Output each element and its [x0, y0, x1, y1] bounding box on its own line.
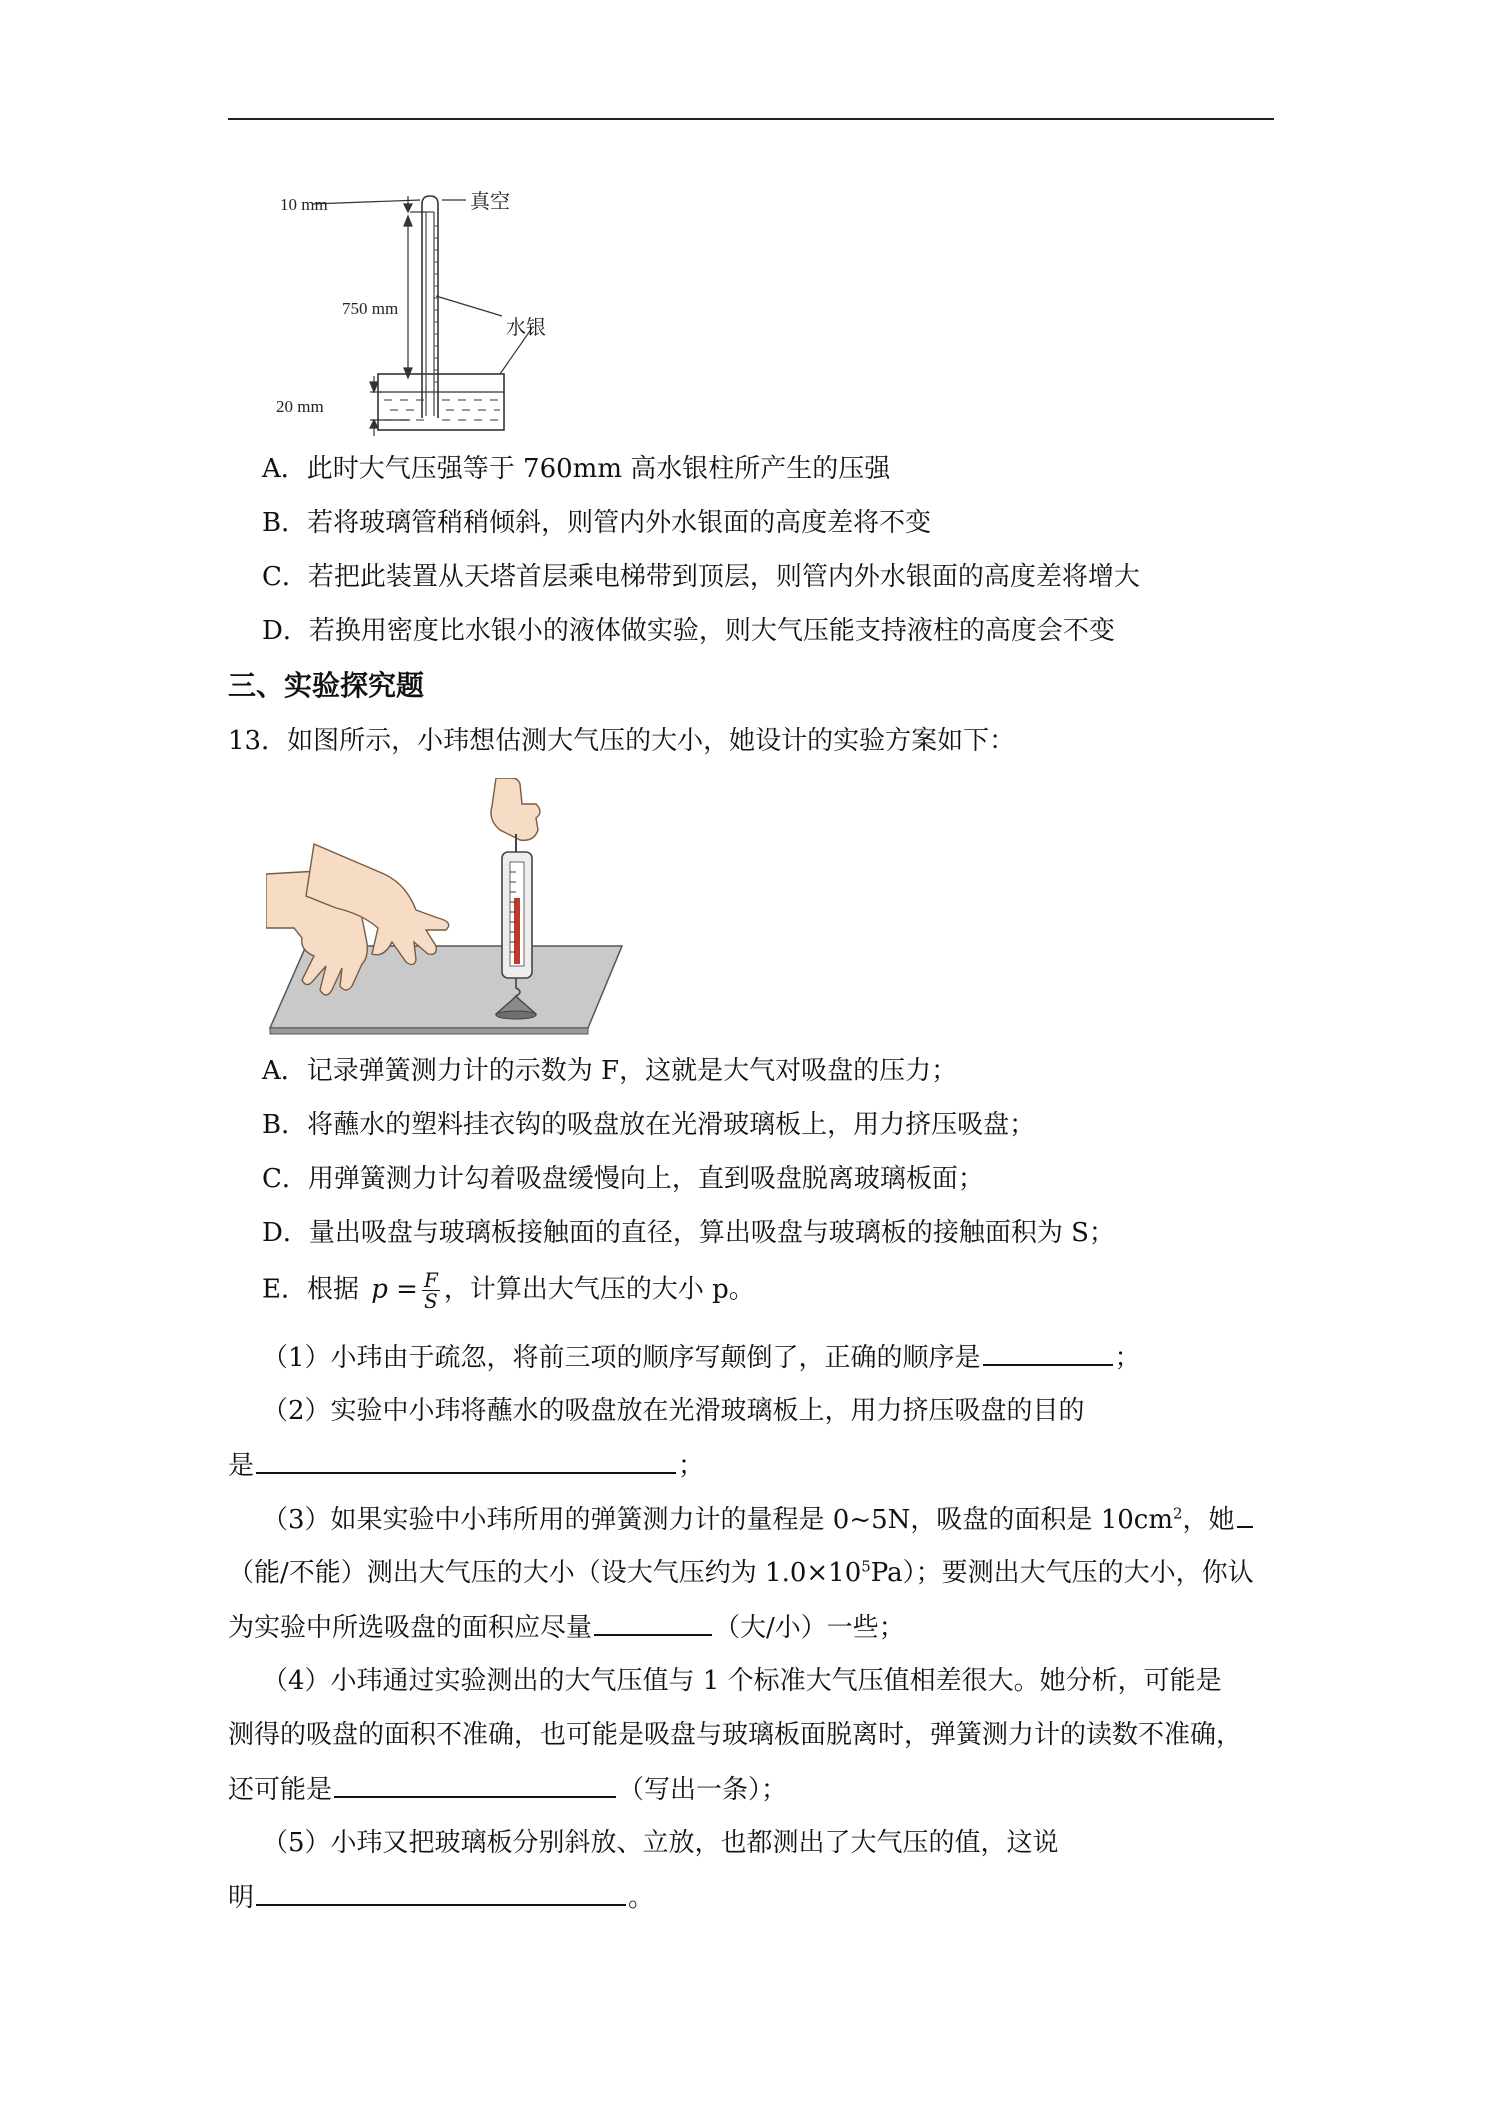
sub4-line3-end: （写出一条）；: [618, 1775, 788, 1805]
sub5-prefix: 明: [228, 1883, 255, 1913]
answer-blank-2[interactable]: [256, 1448, 676, 1474]
sub3-line3-end: （大/小）一些；: [714, 1613, 905, 1643]
pressure-formula: [371, 1270, 440, 1311]
q13-step-e: [262, 1270, 755, 1311]
q13-step-d: D．量出吸盘与玻璃板接触面的直径，算出吸盘与玻璃板的接触面积为 S；: [262, 1218, 1115, 1248]
sub3-line1-a: （3）如果实验中小玮所用的弹簧测力计的量程是 0~5N，吸盘的面积是 10cm: [262, 1505, 1173, 1535]
label-vacuum: 真空: [470, 189, 510, 213]
sub3-sup5: 5: [861, 1557, 871, 1576]
q13-sub5-line2: [228, 1880, 654, 1915]
section-title: 三、实验探究题: [228, 669, 425, 702]
label-10mm: 10 mm: [280, 195, 328, 214]
q13-sub4-line2: 测得的吸盘的面积不准确，也可能是吸盘与玻璃板面脱离时，弹簧测力计的读数不准确，: [228, 1720, 1243, 1750]
answer-blank-3a[interactable]: [1237, 1502, 1253, 1528]
sub3-sup2: 2: [1173, 1504, 1183, 1523]
q13-sub4-line3: [228, 1772, 787, 1807]
label-20mm: 20 mm: [276, 397, 324, 416]
q13-sub2-line1: （2）实验中小玮将蘸水的吸盘放在光滑玻璃板上，用力挤压吸盘的目的: [262, 1396, 1085, 1426]
sub3-line3-prefix: 为实验中所选吸盘的面积应尽量: [228, 1613, 593, 1643]
step-e-suffix: ，计算出大气压的大小 p。: [443, 1274, 755, 1305]
q12-option-d: D．若换用密度比水银小的液体做实验，则大气压能支持液柱的高度会不变: [262, 616, 1115, 646]
formula-fraction: [422, 1270, 440, 1311]
formula-lhs: p =: [371, 1274, 418, 1305]
torricelli-barometer-figure: [270, 186, 590, 448]
sub2-end: ；: [678, 1451, 705, 1481]
q13-stem: 13．如图所示，小玮想估测大气压的大小，她设计的实验方案如下：: [228, 726, 1016, 756]
mercury-basin: [378, 374, 504, 430]
sub2-prefix: 是: [228, 1451, 255, 1481]
answer-blank-5[interactable]: [256, 1880, 626, 1906]
formula-numerator: F: [423, 1268, 438, 1292]
answer-blank-1[interactable]: [983, 1340, 1113, 1366]
q13-step-b: B．将蘸水的塑料挂衣钩的吸盘放在光滑玻璃板上，用力挤压吸盘；: [262, 1110, 1036, 1140]
top-hand: [491, 778, 540, 840]
answer-blank-3b[interactable]: [594, 1610, 712, 1636]
glass-tube: [422, 196, 438, 418]
sub1-end: ；: [1114, 1343, 1141, 1373]
q13-sub3-line1: [262, 1502, 1255, 1537]
sub1-text: （1）小玮由于疏忽，将前三项的顺序写颠倒了，正确的顺序是: [262, 1343, 981, 1373]
q12-option-c: C．若把此装置从天塔首层乘电梯带到顶层，则管内外水银面的高度差将增大: [262, 562, 1140, 592]
formula-denominator: S: [424, 1289, 438, 1313]
sub5-end: 。: [628, 1883, 655, 1913]
q13-step-c: C．用弹簧测力计勾着吸盘缓慢向上，直到吸盘脱离玻璃板面；: [262, 1164, 984, 1194]
sub4-line3-prefix: 还可能是: [228, 1775, 333, 1805]
sub3-line1-b: ，她: [1182, 1505, 1235, 1535]
header-rule: [228, 118, 1274, 120]
label-mercury: 水银: [506, 315, 546, 339]
sub3-line2-a: （能/不能）测出大气压的大小（设大气压约为 1.0×10: [228, 1558, 862, 1588]
q12-option-b: B．若将玻璃管稍稍倾斜，则管内外水银面的高度差将不变: [262, 508, 932, 538]
q12-option-a: A．此时大气压强等于 760mm 高水银柱所产生的压强: [262, 454, 891, 484]
step-e-prefix: E．根据: [262, 1274, 359, 1305]
q13-sub3-line2: [228, 1556, 1254, 1590]
q13-sub5-line1: （5）小玮又把玻璃板分别斜放、立放，也都测出了大气压的值，这说: [262, 1828, 1059, 1858]
spring-scale: [502, 834, 532, 996]
sub3-line2-b: Pa）；要测出大气压的大小，你认: [870, 1558, 1254, 1588]
q13-sub4-line1: （4）小玮通过实验测出的大气压值与 1 个标准大气压值相差很大。她分析，可能是: [262, 1666, 1222, 1696]
suction-cup-experiment-figure: [266, 778, 626, 1038]
q13-sub1: [262, 1340, 1141, 1375]
q13-sub3-line3: [228, 1610, 905, 1645]
q13-step-a: A．记录弹簧测力计的示数为 F，这就是大气对吸盘的压力；: [262, 1056, 958, 1086]
q13-sub2-line2: [228, 1448, 704, 1483]
answer-blank-4[interactable]: [334, 1772, 616, 1798]
label-750mm: 750 mm: [342, 299, 399, 318]
